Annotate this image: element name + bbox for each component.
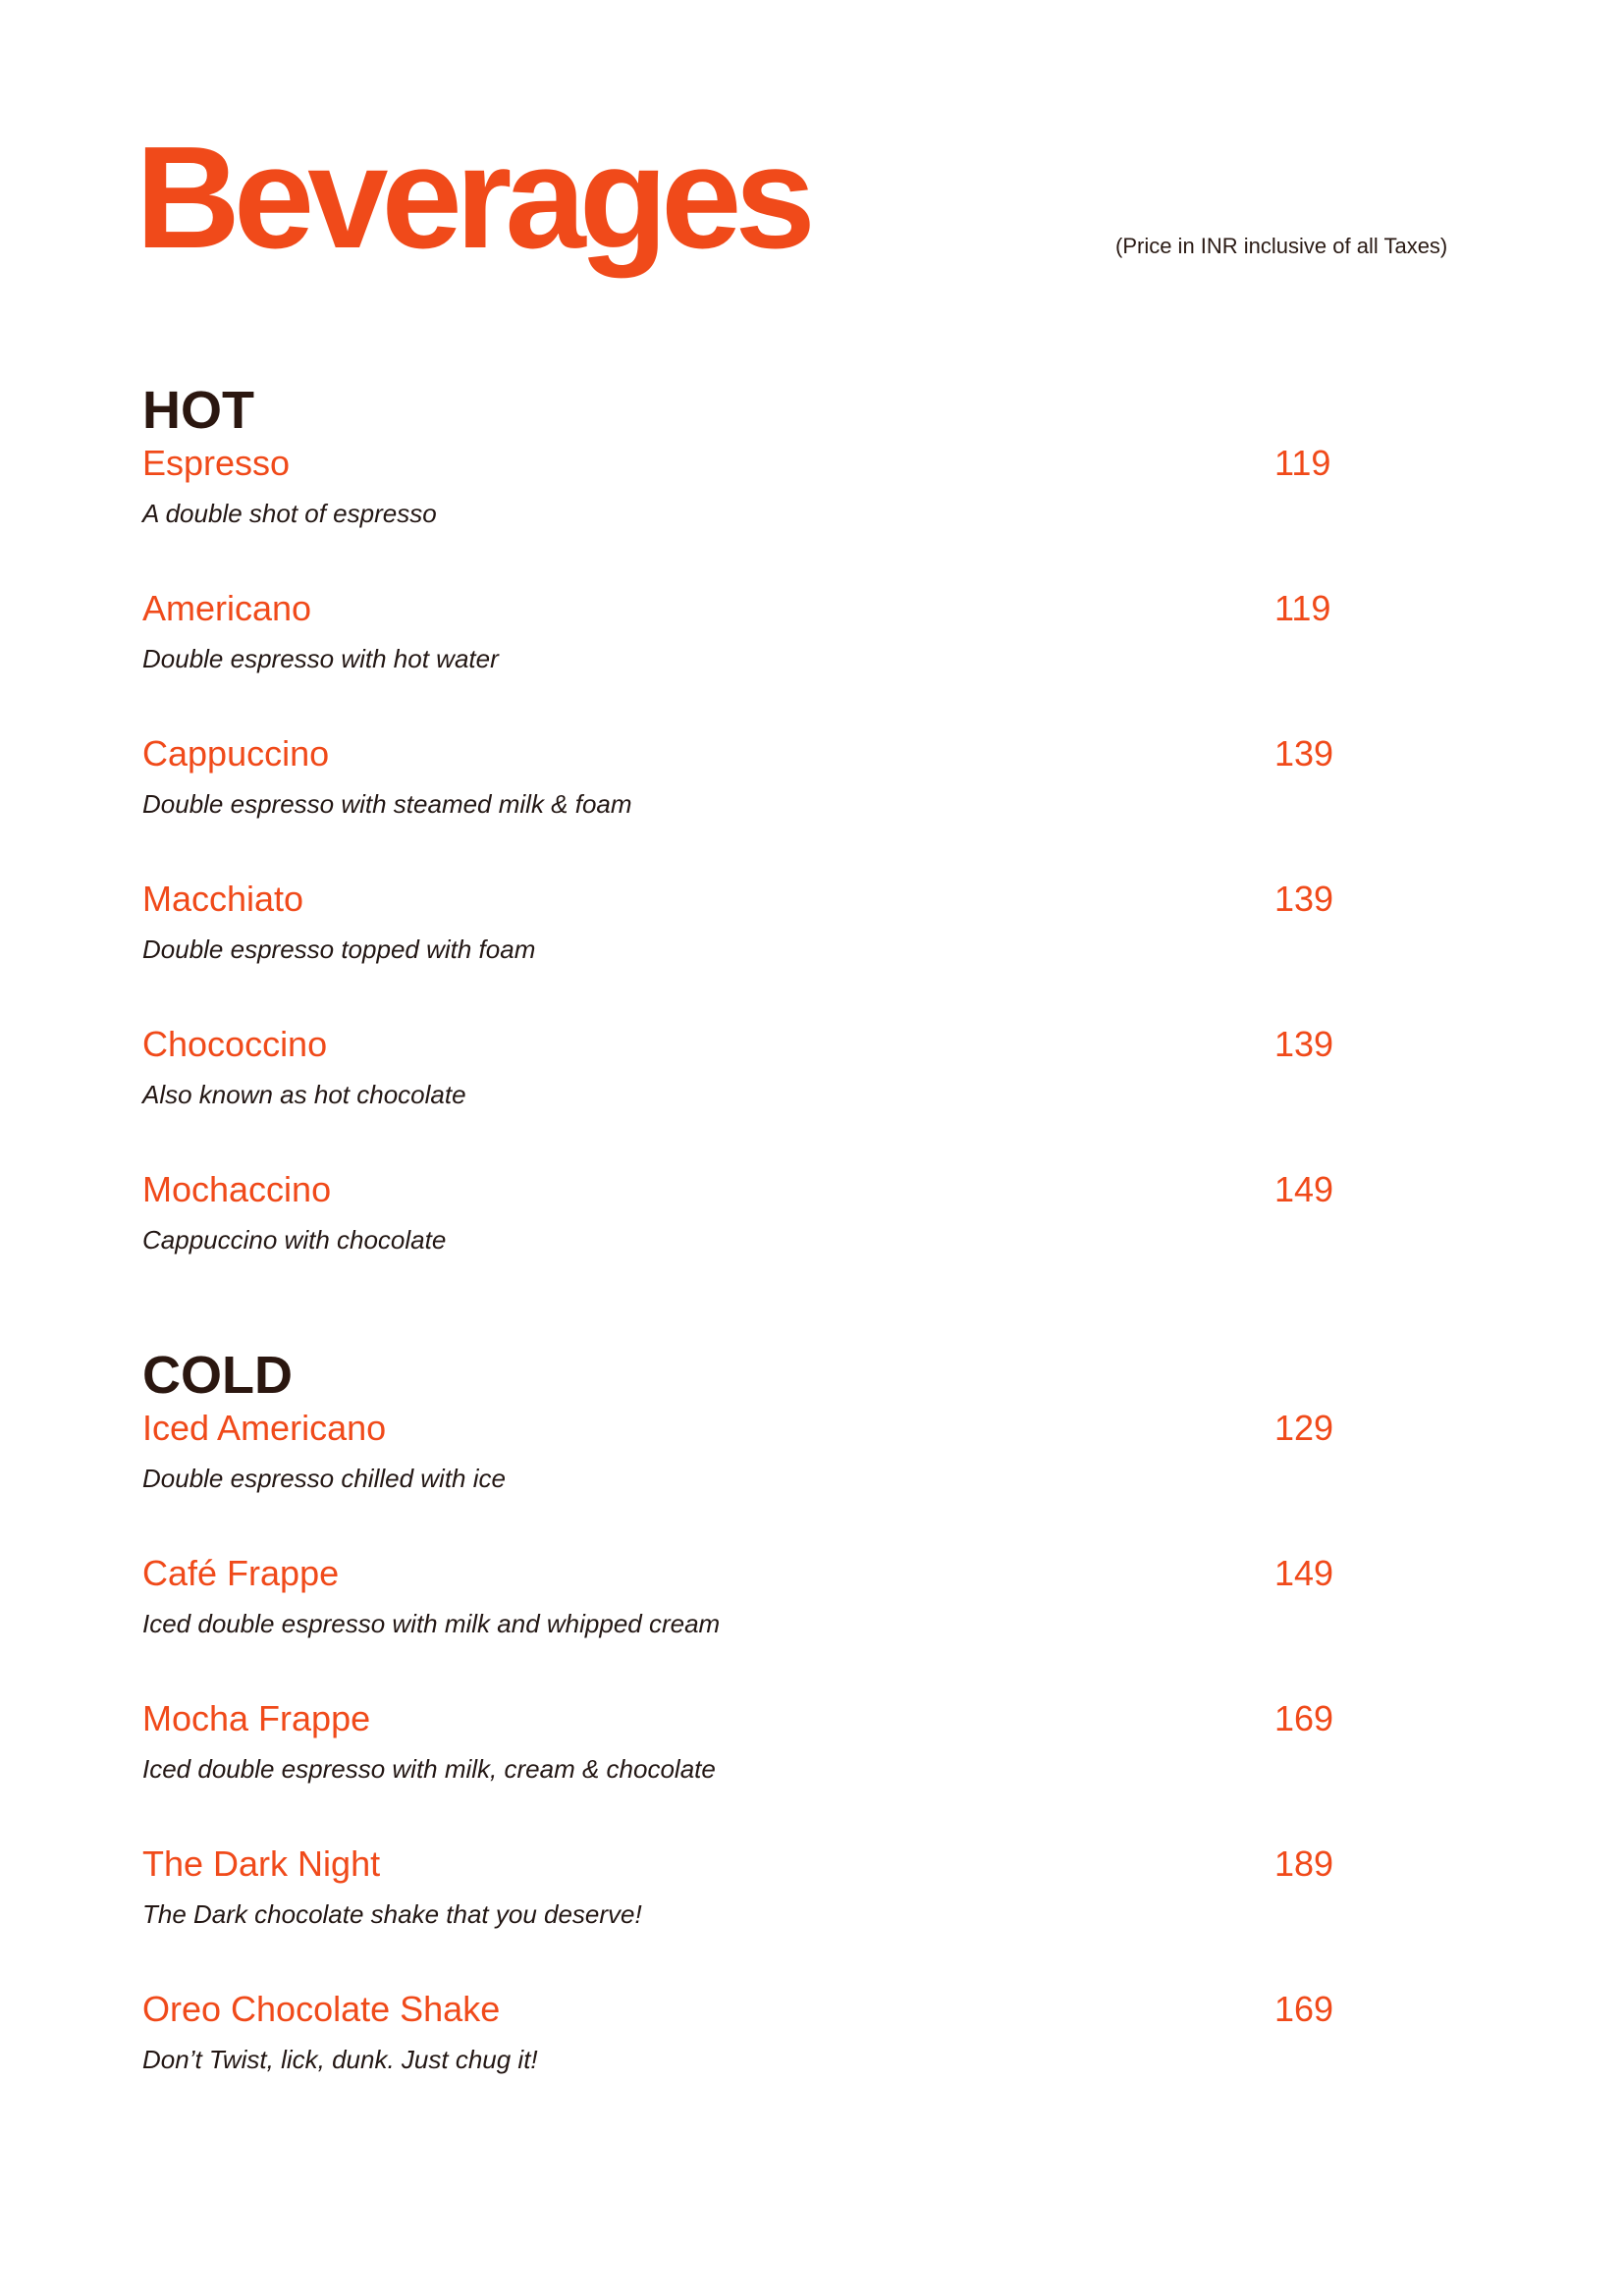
menu-item-oreo-chocolate-shake (142, 1989, 1350, 2134)
item-name: Mocha Frappe (142, 1698, 371, 1738)
item-name: Café Frappe (142, 1553, 340, 1593)
item-description: Double espresso with hot water (142, 644, 499, 673)
item-price: 189 (1274, 1843, 1334, 1884)
item-price: 129 (1274, 1408, 1334, 1448)
menu-item-the-dark-night (142, 1843, 1350, 1989)
page-title: Beverages (135, 117, 809, 279)
menu-item-chococcino (142, 1024, 1350, 1169)
menu-item-cappuccino (142, 733, 1350, 879)
item-description: Double espresso chilled with ice (142, 1464, 506, 1493)
item-price: 119 (1274, 443, 1331, 483)
price-note: (Price in INR inclusive of all Taxes) (1115, 234, 1448, 258)
item-description: A double shot of espresso (142, 499, 437, 528)
item-name: Mochaccino (142, 1169, 332, 1209)
menu-item-macchiato (142, 879, 1350, 1024)
item-description: Iced double espresso with milk and whipped cream (142, 1609, 721, 1638)
menu-item-mocha-frappe (142, 1698, 1350, 1843)
item-description: Double espresso topped with foam (142, 934, 536, 964)
item-name: Espresso (142, 443, 291, 483)
item-price: 139 (1274, 879, 1334, 919)
item-description: Double espresso with steamed milk & foam (142, 789, 632, 819)
item-name: Cappuccino (142, 733, 330, 774)
section-heading-cold: COLD (142, 1346, 293, 1405)
item-description: Don’t Twist, lick, dunk. Just chug it! (142, 2045, 538, 2074)
item-price: 169 (1274, 1989, 1334, 2029)
item-price: 139 (1274, 733, 1334, 774)
menu-item-iced-americano (142, 1408, 1350, 1553)
item-price: 169 (1274, 1698, 1334, 1738)
menu-item-cafe-frappe (142, 1553, 1350, 1698)
section-heading-hot: HOT (142, 381, 254, 440)
section-hot (142, 378, 1350, 1314)
item-description: Iced double espresso with milk, cream & chocolate (142, 1754, 716, 1784)
item-name: Chococcino (142, 1024, 328, 1064)
item-description: The Dark chocolate shake that you deserve! (142, 1899, 642, 1929)
item-description: Cappuccino with chocolate (142, 1225, 447, 1255)
item-name: Iced Americano (142, 1408, 387, 1448)
item-price: 139 (1274, 1024, 1334, 1064)
item-price: 149 (1274, 1169, 1334, 1209)
item-description: Also known as hot chocolate (142, 1080, 466, 1109)
item-price: 119 (1274, 588, 1331, 628)
item-price: 149 (1274, 1553, 1334, 1593)
item-name: Macchiato (142, 879, 304, 919)
menu-item-espresso (142, 443, 1350, 588)
section-cold (142, 1343, 1350, 2134)
menu-item-mochaccino (142, 1169, 1350, 1314)
menu-item-americano (142, 588, 1350, 733)
item-name: Oreo Chocolate Shake (142, 1989, 501, 2029)
item-name: The Dark Night (142, 1843, 381, 1884)
item-name: Americano (142, 588, 312, 628)
